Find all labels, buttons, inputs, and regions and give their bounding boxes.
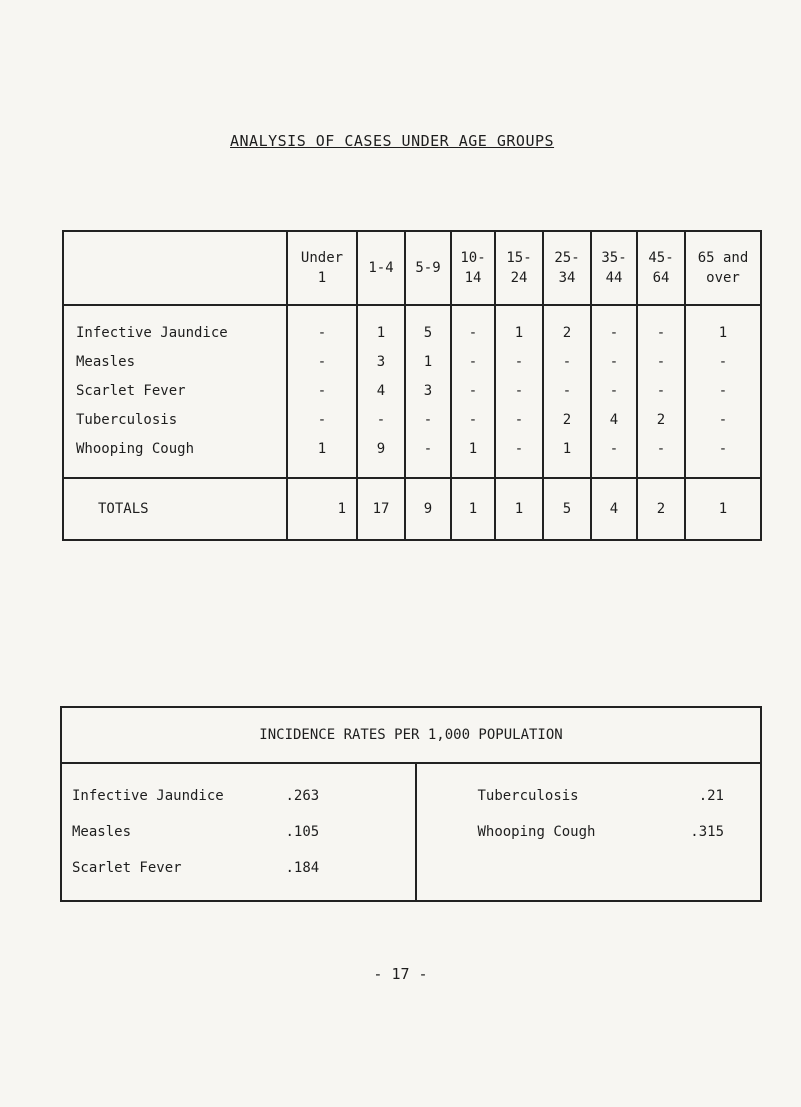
totals-row <box>63 478 761 540</box>
cell: - <box>637 305 685 347</box>
cell: 3 <box>357 347 405 376</box>
header-row <box>63 231 761 305</box>
cell: 9 <box>357 434 405 478</box>
cell: - <box>685 347 761 376</box>
cell: - <box>591 305 637 347</box>
row-label: Tuberculosis <box>76 411 178 428</box>
cell: 1 <box>287 434 357 478</box>
total-cell: 1 <box>685 478 761 540</box>
cell: - <box>405 405 451 434</box>
totals-label: TOTALS <box>63 478 287 540</box>
cell: - <box>287 405 357 434</box>
rate-label: Scarlet Fever <box>72 860 182 876</box>
total-cell: 1 <box>451 478 495 540</box>
cell: - <box>495 376 543 405</box>
cell: - <box>685 405 761 434</box>
cell: 3 <box>405 376 451 405</box>
rate-label: Infective Jaundice <box>72 788 224 804</box>
col-header: 1-4 <box>357 231 405 305</box>
incidence-rates-table <box>60 706 762 902</box>
cell: 5 <box>405 305 451 347</box>
col-header: 10- 14 <box>451 231 495 305</box>
row-label: Measles <box>76 353 136 370</box>
cell: - <box>495 434 543 478</box>
cell: - <box>591 347 637 376</box>
row-label: Scarlet Fever <box>76 382 186 399</box>
rates-title: INCIDENCE RATES PER 1,000 POPULATION <box>61 707 761 763</box>
cell: - <box>495 347 543 376</box>
rate-value: .21 <box>698 788 724 804</box>
rate-value: .105 <box>285 824 320 840</box>
cell: 2 <box>637 405 685 434</box>
cell: - <box>451 376 495 405</box>
rates-row <box>61 814 761 850</box>
total-cell: 9 <box>405 478 451 540</box>
total-cell: 4 <box>591 478 637 540</box>
cell: 1 <box>405 347 451 376</box>
cell: - <box>451 305 495 347</box>
cell: 1 <box>357 305 405 347</box>
col-header: 45- 64 <box>637 231 685 305</box>
total-cell: 17 <box>357 478 405 540</box>
row-label: Infective Jaundice <box>76 324 228 341</box>
total-cell: 5 <box>543 478 591 540</box>
cell: - <box>685 434 761 478</box>
cell: - <box>495 405 543 434</box>
cell: - <box>591 434 637 478</box>
total-cell: 1 <box>287 478 357 540</box>
rate-value: .263 <box>285 788 320 804</box>
cell: - <box>591 376 637 405</box>
cell: - <box>405 434 451 478</box>
cell: 1 <box>451 434 495 478</box>
col-header: 15- 24 <box>495 231 543 305</box>
rate-label: Measles <box>72 824 132 840</box>
rate-label: Tuberculosis <box>416 763 663 814</box>
cell: 1 <box>685 305 761 347</box>
rates-row <box>61 850 761 901</box>
table-row <box>63 405 761 434</box>
col-header: 65 and over <box>685 231 761 305</box>
col-header: 25- 34 <box>543 231 591 305</box>
cell: - <box>287 347 357 376</box>
cell: - <box>287 305 357 347</box>
col-header: 5-9 <box>405 231 451 305</box>
cell: - <box>287 376 357 405</box>
total-cell: 2 <box>637 478 685 540</box>
col-header: 35- 44 <box>591 231 637 305</box>
cell: 1 <box>495 305 543 347</box>
page-number: - 17 - <box>373 965 428 983</box>
rates-empty-cell <box>416 850 663 901</box>
cell: - <box>357 405 405 434</box>
cell: 2 <box>543 405 591 434</box>
col-header: Under 1 <box>287 231 357 305</box>
cell: - <box>543 347 591 376</box>
rate-value: .184 <box>285 860 320 876</box>
page-title: ANALYSIS OF CASES UNDER AGE GROUPS <box>230 132 555 150</box>
rate-value: .315 <box>690 824 724 840</box>
total-cell: 1 <box>495 478 543 540</box>
table-row <box>63 376 761 405</box>
cell: - <box>637 376 685 405</box>
table-row <box>63 305 761 347</box>
cell: - <box>637 434 685 478</box>
cell: 2 <box>543 305 591 347</box>
row-label: Whooping Cough <box>76 440 195 457</box>
cell: - <box>451 347 495 376</box>
cell: 1 <box>543 434 591 478</box>
header-corner <box>63 231 287 305</box>
table-row <box>63 347 761 376</box>
table-row <box>63 434 761 478</box>
age-groups-table <box>62 230 762 541</box>
cell: 4 <box>357 376 405 405</box>
cell: - <box>637 347 685 376</box>
rates-empty-cell <box>663 850 761 901</box>
cell: - <box>451 405 495 434</box>
cell: - <box>543 376 591 405</box>
cell: - <box>685 376 761 405</box>
rates-row <box>61 763 761 814</box>
cell: 4 <box>591 405 637 434</box>
rate-label: Whooping Cough <box>416 814 663 850</box>
